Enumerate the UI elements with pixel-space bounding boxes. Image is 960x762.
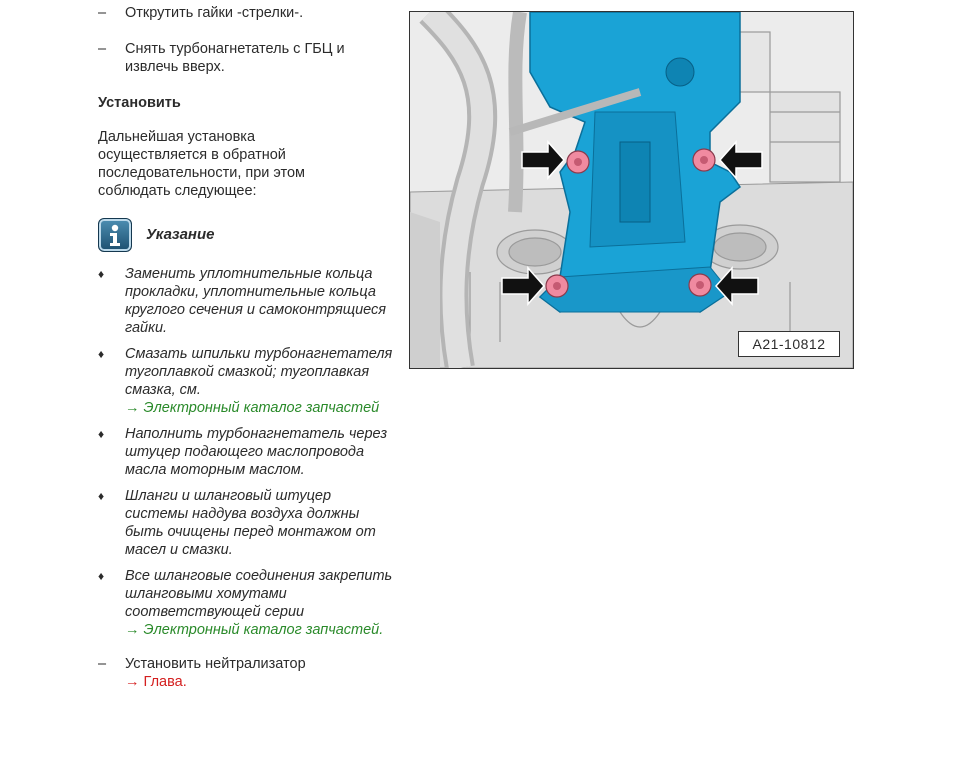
engine-illustration <box>410 12 853 368</box>
step-remove-turbo <box>98 40 398 76</box>
bullet-item <box>98 487 398 559</box>
bullet-item <box>98 567 398 639</box>
step-text: Снять турбонагнетатель с ГБЦ и извлечь вверх. <box>125 41 345 75</box>
bullet-diamond: ♦ <box>98 427 105 441</box>
step-text: Установить нейтрализатор <box>125 656 306 672</box>
instruction-column <box>98 0 398 691</box>
step-dash: – <box>98 656 107 672</box>
bullet-text: Заменить уплотнительные кольца прокладки, уплотнительные кольца круглого сечения и самоконтрящиеся гайки. <box>125 266 387 336</box>
step-install-converter <box>98 655 398 691</box>
bullet-diamond: ♦ <box>98 267 105 281</box>
figure-label: A21-10812 <box>738 331 840 357</box>
bullet-item <box>98 345 398 417</box>
note-header <box>98 218 398 252</box>
step-text: Открутить гайки -стрелки-. <box>125 5 304 21</box>
bullet-item <box>98 425 398 479</box>
catalog-link[interactable]: → Электронный каталог запчастей. <box>125 622 384 638</box>
chapter-link[interactable]: → Глава. <box>125 674 187 690</box>
turbocharger-figure <box>409 11 854 369</box>
bullet-text: Шланги и шланговый штуцер системы наддува воздуха должны быть очищены перед монтажом от масел и смазки. <box>125 488 376 558</box>
bullet-item <box>98 265 398 337</box>
bullet-diamond: ♦ <box>98 569 105 583</box>
bullet-text: Наполнить турбонагнетатель через штуцер подающего маслопровода масла моторным маслом. <box>125 426 388 478</box>
step-unscrew-nuts <box>98 4 398 22</box>
bullet-text: Смазать шпильки турбонагнетателя тугоплавкой смазкой; тугоплавкая смазка, см. <box>125 346 393 398</box>
install-heading: Установить <box>98 95 181 111</box>
note-title: Указание <box>146 226 215 243</box>
step-dash: – <box>98 5 107 21</box>
bullet-diamond: ♦ <box>98 489 105 503</box>
bullet-text: Все шланговые соединения закрепить шланговыми хомутами соответствующей серии <box>125 568 393 620</box>
catalog-link[interactable]: → Электронный каталог запчастей <box>125 400 380 416</box>
step-dash: – <box>98 41 107 57</box>
info-icon <box>98 218 132 252</box>
bullet-diamond: ♦ <box>98 347 105 361</box>
install-intro: Дальнейшая установка осуществляется в обратной последовательности, при этом соблюдать следующее: <box>98 129 306 199</box>
